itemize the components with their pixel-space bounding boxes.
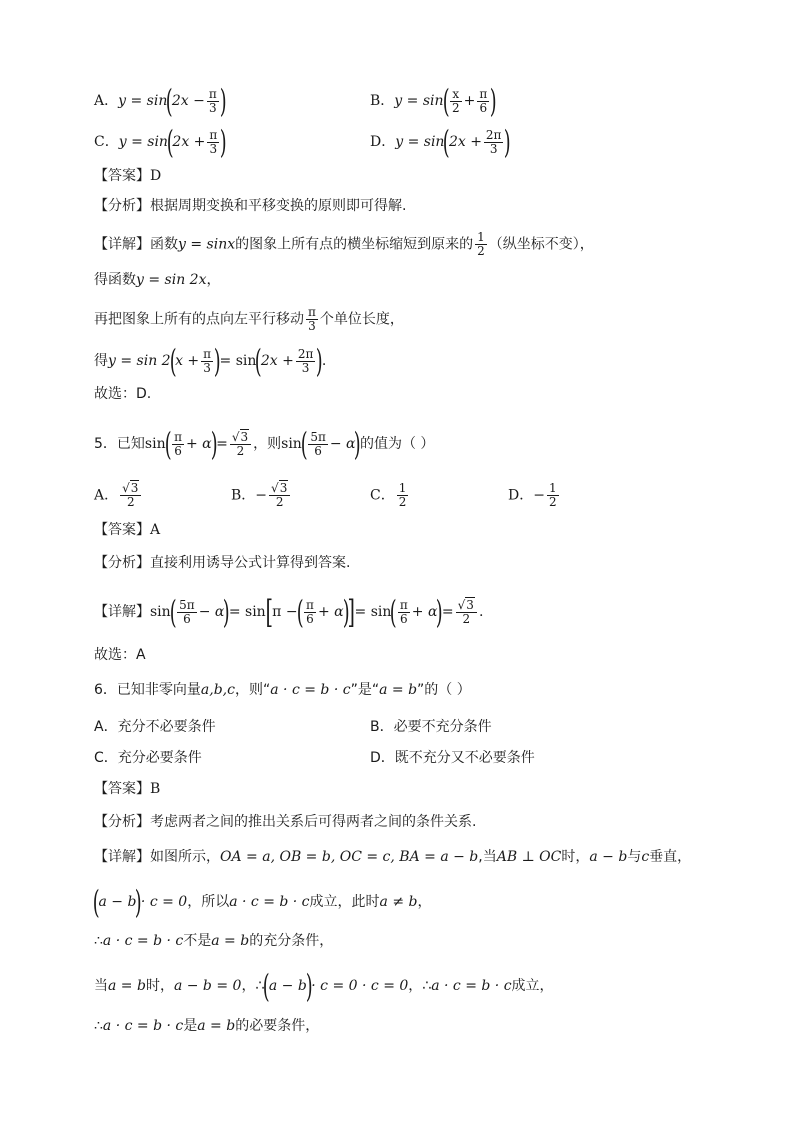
q6-option-a: A．充分不必要条件	[94, 719, 216, 735]
q4-detail-line-2: 得函数y = sin 2x，	[94, 272, 221, 288]
q6-option-b: B．必要不充分条件	[370, 719, 492, 735]
fraction: $\frac{2\pi}{3}$	[297, 346, 314, 375]
fraction: $\frac{√3}{2}$	[269, 482, 290, 509]
fraction: $\frac{5\pi}{6}$	[310, 429, 326, 458]
fraction: $\frac{x}{2}$	[452, 86, 460, 115]
q5-analysis: 【分析】直接利用诱导公式计算得到答案.	[94, 555, 351, 571]
q6-detail-line-2: (a − b)· c = 0，所以a · c = b · c成立，此时a ≠ b，	[92, 883, 432, 921]
answer-tag: 【答案】	[94, 522, 150, 538]
fraction: $\frac{√3}{2}$	[230, 431, 251, 458]
q4-option-b: B．y = sin( $\frac{x}{2}$ + $\frac{\pi}{6}$ )	[370, 82, 497, 120]
q4-analysis: 【分析】根据周期变换和平移变换的原则即可得解.	[94, 198, 407, 214]
q6-detail-line-5: ∴a · c = b · c是a = b的必要条件，	[94, 1018, 320, 1034]
detail-tag: 【详解】	[94, 604, 150, 620]
fraction: $\frac{1}{2}$	[398, 481, 407, 509]
fraction: $\frac{\pi}{6}$	[399, 597, 408, 626]
q4-detail-line-1: 【详解】函数y = sinx的图象上所有点的横坐标缩短到原来的 $\frac{1}{2}$ （纵坐标不变），	[94, 230, 594, 258]
fraction: $\frac{5\pi}{6}$	[179, 597, 195, 626]
fraction: $\frac{\pi}{6}$	[174, 429, 182, 458]
formula: y = sin	[394, 93, 444, 109]
detail-tag: 【详解】	[94, 236, 150, 253]
q5-answer: 【答案】A	[94, 522, 161, 538]
q4-option-d: D．y = sin(2x + $\frac{2\pi}{3}$ )	[370, 123, 512, 161]
q4-option-c: C．y = sin(2x + $\frac{\pi}{3}$ )	[94, 123, 227, 161]
q5-option-b: B．− $\frac{√3}{2}$	[231, 482, 292, 506]
q5-option-d: D．− $\frac{1}{2}$	[508, 481, 557, 509]
q4-option-a: A．y = sin(2x − $\frac{\pi}{3}$ )	[94, 82, 227, 120]
analysis-tag: 【分析】	[94, 198, 150, 214]
fraction: $\frac{\pi}{3}$	[209, 127, 218, 156]
q4-choose: 故选：D.	[94, 386, 152, 402]
q5-option-c: C． $\frac{1}{2}$	[370, 481, 407, 509]
fraction: $\frac{1}{2}$	[477, 230, 485, 258]
formula: y = sin	[118, 134, 168, 150]
q5-stem: 5．已知sin( $\frac{\pi}{6}$ + α)= $\frac{√3}{2}$ ，则sin( $\frac{5\pi}{6}$ − α)的值为（ ）	[94, 425, 435, 463]
q6-analysis: 【分析】考虑两者之间的推出关系后可得两者之间的条件关系.	[94, 814, 477, 830]
fraction: $\frac{\pi}{6}$	[306, 597, 314, 626]
q4-detail-line-4: 得y = sin 2(x + $\frac{\pi}{3}$ )= sin(2x + $\frac{2\pi}{3}$ ).	[94, 342, 327, 380]
fraction: $\frac{2\pi}{3}$	[485, 127, 502, 156]
answer-tag: 【答案】	[94, 168, 150, 184]
fraction: $\frac{\pi}{3}$	[308, 305, 316, 333]
formula: y = sin	[395, 134, 445, 150]
fraction: $\frac{√3}{2}$	[120, 482, 141, 509]
q6-stem: 6．已知非零向量a,b,c，则“a · c = b · c”是“a = b”的（ ）	[94, 682, 471, 698]
q6-detail-line-4: 当a = b时，a − b = 0，∴(a − b)· c = 0 · c = 0，∴a · c = b · c成立，	[94, 967, 554, 1005]
q6-detail-line-1: 【详解】如图所示，OA = a, OB = b, OC = c, BA = a − b,当AB ⊥ OC时，a − b与c垂直，	[94, 849, 692, 865]
q6-option-c: C．充分必要条件	[94, 750, 202, 766]
detail-tag: 【详解】	[94, 849, 150, 865]
fraction: $\frac{1}{2}$	[548, 481, 557, 509]
q4-answer: 【答案】D	[94, 168, 162, 184]
q5-option-a: A． $\frac{√3}{2}$	[94, 482, 143, 506]
analysis-tag: 【分析】	[94, 814, 150, 830]
formula: y = sin	[118, 93, 168, 109]
q6-detail-line-3: ∴a · c = b · c不是a = b的充分条件，	[94, 933, 334, 949]
fraction: $\frac{√3}{2}$	[456, 599, 477, 626]
fraction: $\frac{\pi}{6}$	[479, 86, 488, 115]
q6-answer: 【答案】B	[94, 781, 161, 797]
q6-option-d: D．既不充分又不必要条件	[370, 750, 535, 766]
fraction: $\frac{\pi}{3}$	[208, 86, 217, 115]
fraction: $\frac{\pi}{3}$	[203, 346, 212, 375]
q5-choose: 故选：A	[94, 647, 146, 663]
answer-tag: 【答案】	[94, 781, 150, 797]
analysis-tag: 【分析】	[94, 555, 150, 571]
q4-detail-line-3: 再把图象上所有的点向左平行移动 $\frac{\pi}{3}$ 个单位长度，	[94, 305, 404, 333]
q5-detail: 【详解】sin( $\frac{5\pi}{6}$ − α)= sin[π −( $\frac{\pi}{6}$ + α)]= sin( $\frac{\pi}{6}$ + α)= $\frac{√3}{2}$ .	[94, 593, 484, 631]
